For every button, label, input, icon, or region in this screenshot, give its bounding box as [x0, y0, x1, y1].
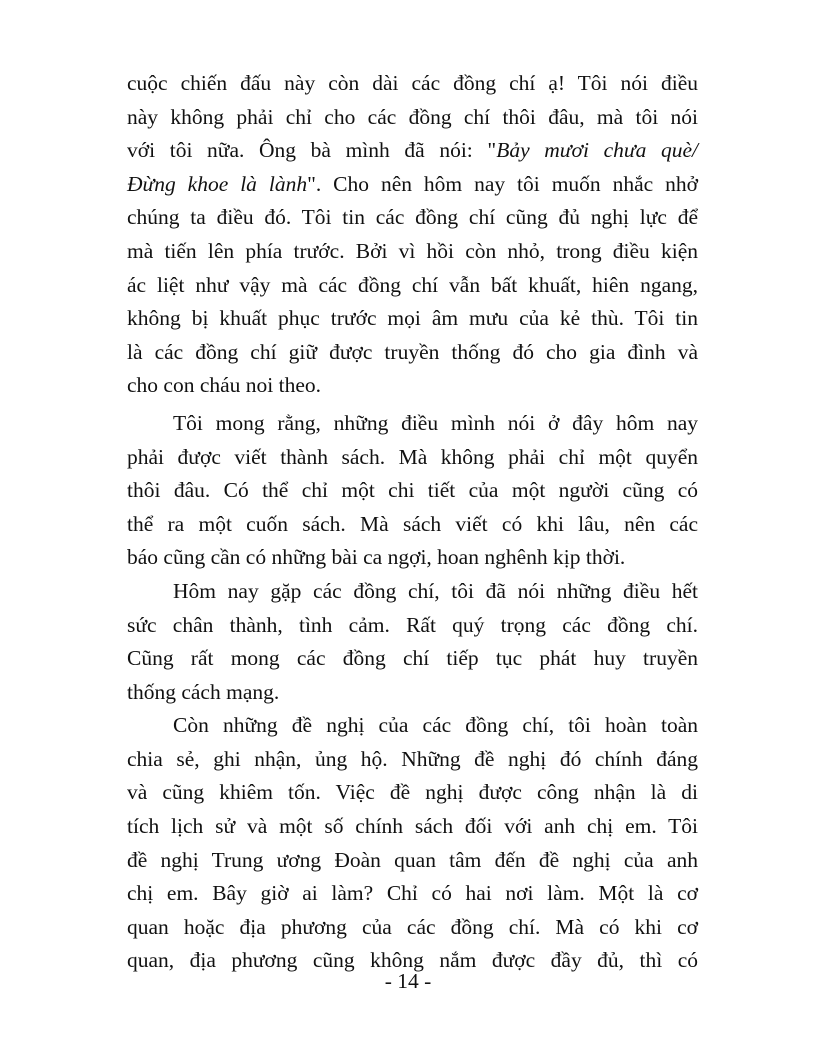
text-line: thể ra một cuốn sách. Mà sách viết có khi lâu, nên các: [127, 511, 698, 536]
text-run: với tôi nữa. Ông bà mình đã nói: ": [127, 138, 497, 163]
text-line: tích lịch sử và một số chính sách đối với anh chị em. Tôi: [127, 814, 698, 839]
text-line: cuộc chiến đấu này còn dài các đồng chí ạ! Tôi nói điều: [127, 71, 698, 95]
quoted-proverb-italic: Bảy mươi chưa què/: [496, 138, 698, 163]
text-line: thôi đâu. Có thể chỉ một chi tiết của một người cũng có: [127, 478, 698, 503]
text-line: Còn những đề nghị của các đồng chí, tôi hoàn toàn: [173, 713, 698, 738]
text-line: Cũng rất mong các đồng chí tiếp tục phát huy truyền: [127, 646, 698, 671]
text-line: là các đồng chí giữ được truyền thống đó cho gia đình và: [127, 339, 698, 364]
text-line: phải được viết thành sách. Mà không phải chỉ một quyển: [127, 444, 698, 469]
text-line: Tôi mong rằng, những điều mình nói ở đây hôm nay: [173, 410, 698, 435]
text-run: ". Cho nên hôm nay tôi muốn nhắc nhở: [307, 171, 698, 196]
text-line: quan hoặc địa phương của các đồng chí. Mà có khi cơ: [127, 914, 698, 939]
text-line: Hôm nay gặp các đồng chí, tôi đã nói những điều hết: [173, 578, 698, 603]
paragraph-3: [127, 575, 698, 709]
text-line: đề nghị Trung ương Đoàn quan tâm đến đề nghị của anh: [127, 847, 698, 872]
paragraph-1: [127, 67, 698, 403]
text-line: [127, 134, 698, 168]
page-body: [127, 67, 698, 978]
paragraph-2: [127, 407, 698, 575]
text-line: quan, địa phương cũng không nắm được đầy đủ, thì có: [127, 948, 698, 973]
page-number: - 14 -: [384, 969, 432, 993]
text-line: thống cách mạng.: [127, 679, 280, 704]
text-line: chia sẻ, ghi nhận, ủng hộ. Những đề nghị đó chính đáng: [127, 746, 698, 771]
text-line: chị em. Bây giờ ai làm? Chỉ có hai nơi làm. Một là cơ: [127, 881, 698, 906]
quoted-proverb-italic: Đừng khoe là lành: [127, 171, 308, 196]
text-line: này không phải chỉ cho các đồng chí thôi đâu, mà tôi nói: [127, 104, 698, 129]
text-line: báo cũng cần có những bài ca ngợi, hoan nghênh kịp thời.: [127, 545, 626, 570]
text-line: cho con cháu noi theo.: [127, 373, 322, 398]
text-line: không bị khuất phục trước mọi âm mưu của kẻ thù. Tôi tin: [127, 306, 698, 331]
text-line: [127, 168, 698, 202]
text-line: và cũng khiêm tốn. Việc đề nghị được công nhận là di: [127, 780, 698, 805]
text-line: sức chân thành, tình cảm. Rất quý trọng các đồng chí.: [127, 612, 698, 637]
text-line: ác liệt như vậy mà các đồng chí vẫn bất khuất, hiên ngang,: [127, 272, 698, 297]
text-line: chúng ta điều đó. Tôi tin các đồng chí cũng đủ nghị lực để: [127, 205, 698, 230]
paragraph-4: [127, 709, 698, 978]
text-line: mà tiến lên phía trước. Bởi vì hồi còn nhỏ, trong điều kiện: [127, 238, 698, 263]
